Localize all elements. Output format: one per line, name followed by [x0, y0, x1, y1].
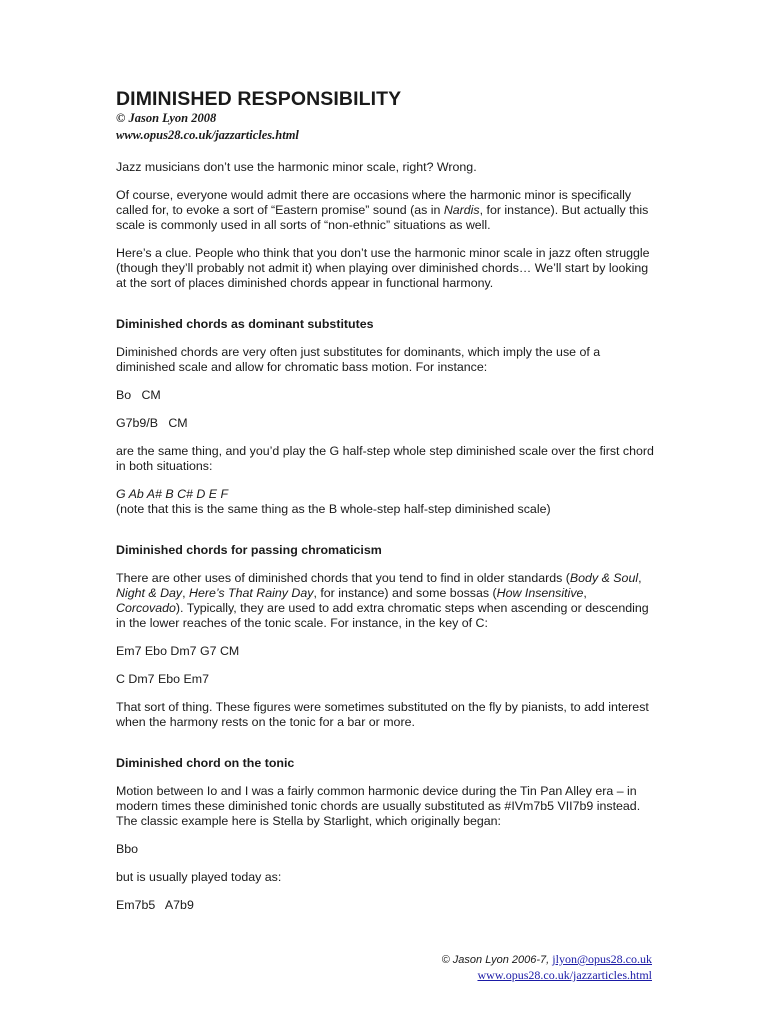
- scale-note: (note that this is the same thing as the B whole-step half-step diminished scale): [116, 502, 551, 516]
- copyright-line: © Jason Lyon 2008: [116, 111, 217, 125]
- chord-example-3: Em7 Ebo Dm7 G7 CM: [116, 644, 240, 658]
- chord-example-5: Bbo: [116, 842, 139, 856]
- document-title: DIMINISHED RESPONSIBILITY: [116, 88, 402, 110]
- page-footer: [442, 952, 652, 984]
- footer-email-link[interactable]: jlyon@opus28.co.uk: [552, 952, 652, 966]
- intro-paragraph-2: Of course, everyone would admit there are occasions where the harmonic minor is specifically called for, to evoke a sort of “Eastern promise” sound (as in Nardis, for instance). But actually this scale is commonly used in all sorts of “non-ethnic” situations as well.: [116, 188, 649, 232]
- section3-paragraph-1: Motion between Io and I was a fairly common harmonic device during the Tin Pan Alley era – in modern times these diminished tonic chords are usually substituted as #IVm7b5 VII7b9 instead. The classic example here is Stella by Starlight, which originally began:: [116, 784, 641, 828]
- section3-paragraph-2: but is usually played today as:: [116, 870, 282, 884]
- chord-example-1: Bo CM: [116, 388, 161, 402]
- chord-example-4: C Dm7 Ebo Em7: [116, 672, 209, 686]
- footer-credit: © Jason Lyon 2006-7,: [441, 954, 553, 966]
- chord-example-6: Em7b5 A7b9: [116, 898, 194, 912]
- chord-example-2: G7b9/B CM: [116, 416, 188, 430]
- scale-notes: G Ab A# B C# D E F: [116, 487, 229, 501]
- section1-paragraph-2: are the same thing, and you’d play the G half-step whole step diminished scale over the first chord in both situations:: [116, 444, 654, 473]
- section-heading-dominant-substitutes: Diminished chords as dominant substitutes: [116, 317, 374, 331]
- document-page: [116, 88, 656, 926]
- header-url: www.opus28.co.uk/jazzarticles.html: [116, 128, 299, 142]
- section-heading-passing-chromaticism: Diminished chords for passing chromaticism: [116, 543, 382, 557]
- intro-paragraph-3: Here’s a clue. People who think that you don’t use the harmonic minor scale in jazz often struggle (though they’ll probably not admit it) when playing over diminished chords… We’ll start by looking at the sort of places diminished chords appear in functional harmony.: [116, 246, 650, 290]
- section2-paragraph-1: There are other uses of diminished chords that you tend to find in older standards (Body & Soul, Night & Day, Here’s That Rainy Day, for instance) and some bossas (How Insensitive, Corcovado). Typically, they are used to add extra chromatic steps when ascending or descending in the lower reaches of the tonic scale. For instance, in the key of C:: [116, 571, 649, 630]
- intro-paragraph-1: Jazz musicians don’t use the harmonic minor scale, right? Wrong.: [116, 160, 477, 174]
- footer-url-link[interactable]: www.opus28.co.uk/jazzarticles.html: [477, 968, 652, 982]
- section-heading-tonic: Diminished chord on the tonic: [116, 756, 295, 770]
- section2-paragraph-2: That sort of thing. These figures were sometimes substituted on the fly by pianists, to add interest when the harmony rests on the tonic for a bar or more.: [116, 700, 649, 729]
- title-nardis: Nardis: [443, 203, 480, 217]
- section1-paragraph-1: Diminished chords are very often just substitutes for dominants, which imply the use of a diminished scale and allow for chromatic bass motion. For instance:: [116, 345, 601, 374]
